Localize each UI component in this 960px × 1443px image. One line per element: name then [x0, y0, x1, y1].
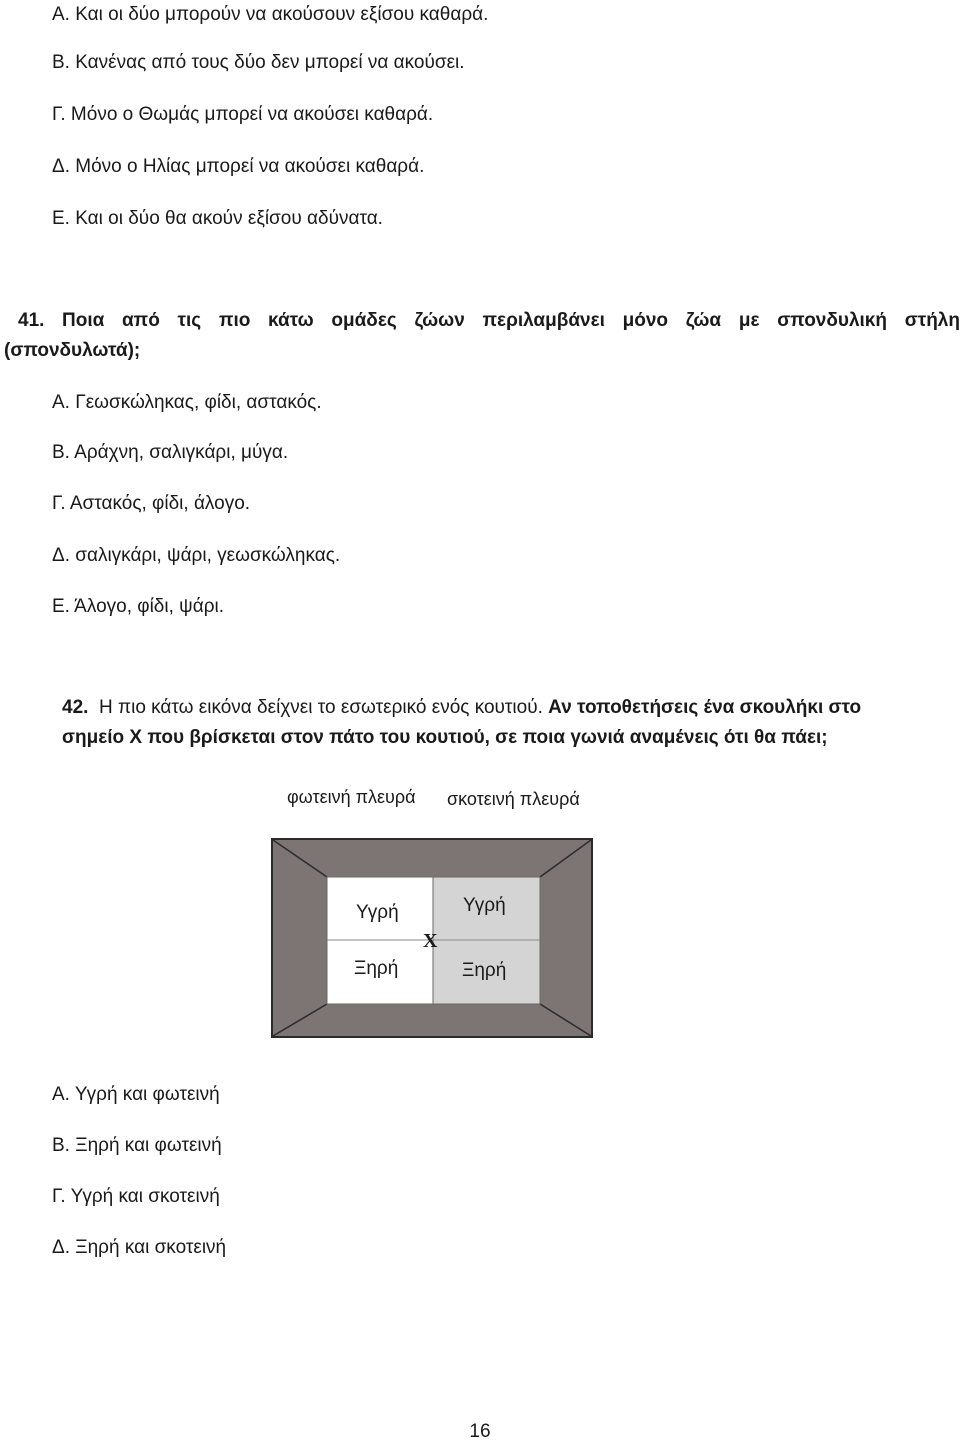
- q41-word: με: [738, 310, 760, 331]
- q41-word: στήλη: [904, 310, 960, 331]
- q41-word: Ποια: [62, 310, 105, 331]
- q41-word: μόνο: [622, 310, 668, 331]
- q41-option-d: Δ. σαλιγκάρι, ψάρι, γεωσκώληκας.: [52, 545, 341, 566]
- q42-text-bold: Αν τοποθετήσεις ένα σκουλήκι στο: [548, 697, 862, 718]
- q41-option-a: Α. Γεωσκώληκας, φίδι, αστακός.: [52, 392, 322, 413]
- q41-word: ζώα: [685, 310, 722, 331]
- q42-number: 42.: [62, 697, 89, 718]
- q42-option-d: Δ. Ξηρή και σκοτεινή: [52, 1237, 227, 1258]
- q42-option-b: Β. Ξηρή και φωτεινή: [52, 1135, 222, 1156]
- prev-option-c: Γ. Μόνο ο Θωμάς μπορεί να ακούσει καθαρά.: [52, 104, 434, 125]
- q41-word: ομάδες: [331, 310, 397, 331]
- q41-word: πιο: [218, 310, 251, 331]
- q42-text-normal: Η πιο κάτω εικόνα δείχνει το εσωτερικό ενός κουτιού.: [98, 697, 543, 718]
- quadrant-bottom-left-label: Ξηρή: [354, 958, 399, 979]
- prev-option-d: Δ. Μόνο ο Ηλίας μπορεί να ακούσει καθαρά.: [52, 156, 425, 177]
- q42-option-a: Α. Υγρή και φωτεινή: [52, 1084, 220, 1105]
- q41-word: ζώων: [414, 310, 465, 331]
- point-x-marker: X: [423, 930, 438, 952]
- q41-word: κάτω: [268, 310, 314, 331]
- q41-option-e: Ε. Άλογο, φίδι, ψάρι.: [52, 596, 225, 617]
- q41-option-b: Β. Αράχνη, σαλιγκάρι, μύγα.: [52, 442, 289, 463]
- box-diagram: [271, 838, 593, 1038]
- q41-word: από: [122, 310, 160, 331]
- q41-question-line1: [62, 310, 960, 332]
- prev-option-b: Β. Κανένας από τους δύο δεν μπορεί να ακούσει.: [52, 52, 465, 73]
- q41-word: τις: [177, 310, 202, 331]
- q41-question-line2: (σπονδυλωτά);: [4, 340, 141, 361]
- quadrant-bottom-right-label: Ξηρή: [462, 960, 507, 981]
- q42-question-line1: [62, 697, 861, 719]
- q41-word: περιλαμβάνει: [482, 310, 605, 331]
- q42-option-c: Γ. Υγρή και σκοτεινή: [52, 1186, 220, 1207]
- diagram-label-light-side: φωτεινή πλευρά: [287, 787, 416, 807]
- page-number: 16: [469, 1421, 491, 1442]
- prev-option-a: Α. Και οι δύο μπορούν να ακούσουν εξίσου καθαρά.: [52, 4, 489, 25]
- prev-option-e: Ε. Και οι δύο θα ακούν εξίσου αδύνατα.: [52, 208, 383, 229]
- diagram-label-dark-side: σκοτεινή πλευρά: [447, 789, 580, 809]
- quadrant-top-left-label: Υγρή: [356, 902, 399, 923]
- q41-number: 41.: [18, 310, 45, 331]
- quadrant-top-right-label: Υγρή: [463, 895, 506, 916]
- q41-word: σπονδυλική: [777, 310, 888, 331]
- q41-option-c: Γ. Αστακός, φίδι, άλογο.: [52, 493, 251, 514]
- q42-question-line2: σημείο Χ που βρίσκεται στον πάτο του κουτιού, σε ποια γωνιά αναμένεις ότι θα πάει;: [62, 727, 828, 748]
